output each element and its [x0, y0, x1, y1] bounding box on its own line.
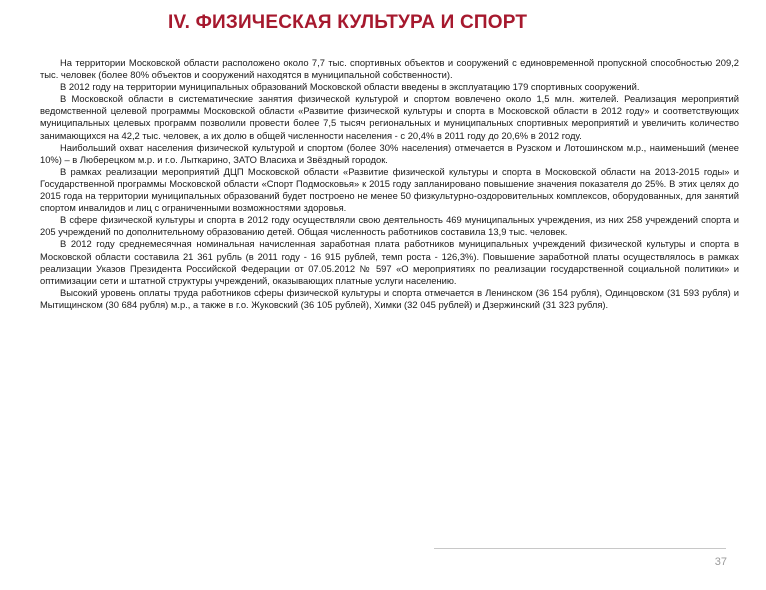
page-number: 37	[714, 556, 727, 568]
paragraph-salary: В 2012 году среднемесячная номинальная начисленная заработная плата работников муниципальных учреждений физической культуры и спорта в Московской области составила 21 361 рубль (в 2011 году - 16 915 рублей, темп роста - 126,3%). Повышение заработной платы осуществлялось в рамках реализации Указов Президента Российской Федерации от 07.05.2012 № 597 «О мероприятиях по реализации государственной социальной политики» и оптимизации сети и штатной структуры учреждений, оказывающих платные услуги населению.	[40, 238, 739, 286]
paragraph-participation: В Московской области в систематические занятия физической культурой и спортом вовлечено около 1,5 млн. жителей. Реализация мероприятий ведомственной целевой программы Московской области «Развитие физической культуры и спорта в Московской области в 2012 году» и соответствующих муниципальных целевых программ позволили провести более 7,5 тысяч региональных и муниципальных спортивных мероприятий и увеличить количество занимающихся на 42,2 тыс. человек, а их долю в общей численности населения - с 20,4% в 2011 году до 20,6% в 2012 году.	[40, 93, 739, 141]
paragraph-institutions: В сфере физической культуры и спорта в 2012 году осуществляли свою деятельность 469 муниципальных учреждения, из них 258 учреждений спорта и 205 учреждений по дополнительному образованию детей. Общая численность работников составила 13,9 тыс. человек.	[40, 214, 739, 238]
slide-title: IV. ФИЗИЧЕСКАЯ КУЛЬТУРА И СПОРТ	[168, 12, 528, 33]
paragraph-new-facilities: В 2012 году на территории муниципальных образований Московской области введены в эксплуатацию 179 спортивных сооружений.	[60, 81, 640, 93]
footer-divider	[434, 548, 726, 549]
paragraph-high-salary: Высокий уровень оплаты труда работников сферы физической культуры и спорта отмечается в Ленинском (36 154 рубля), Одинцовском (31 593 рубля) и Мытищинском (30 684 рубля) м.р., а также в г.о. Жуковский (36 105 рублей), Химки (32 045 рублей) и Дзержинский (31 323 рубля).	[40, 286, 739, 310]
paragraph-programs: В рамках реализации мероприятий ДЦП Московской области «Развитие физической культуры и спорта в Московской области на 2013-2015 годы» и Государственной программы Московской области «Спорт Подмосковья» к 2015 году запланировано повышение значения показателя до 25%. В этих целях до 2015 года на территории муниципальных образований будет построено не менее 50 физкультурно-оздоровительных комплексов, оборудованных, для занятий спортом инвалидов и лиц с ограниченными возможностями здоровья.	[40, 165, 739, 214]
slide-body	[40, 57, 739, 311]
paragraph-coverage: Наибольший охват населения физической культурой и спортом (более 30% населения) отмечается в Рузском и Лотошинском м.р., наименьший (менее 10%) – в Люберецком м.р. и г.о. Лыткарино, ЗАТО Власиха и Звёздный городок.	[40, 141, 739, 165]
paragraph-sports-facilities: На территории Московской области расположено около 7,7 тыс. спортивных объектов и сооружений с единовременной пропускной способностью 209,2 тыс. человек (более 80% объектов и сооружений находятся в муниципальной собственности).	[40, 57, 739, 81]
